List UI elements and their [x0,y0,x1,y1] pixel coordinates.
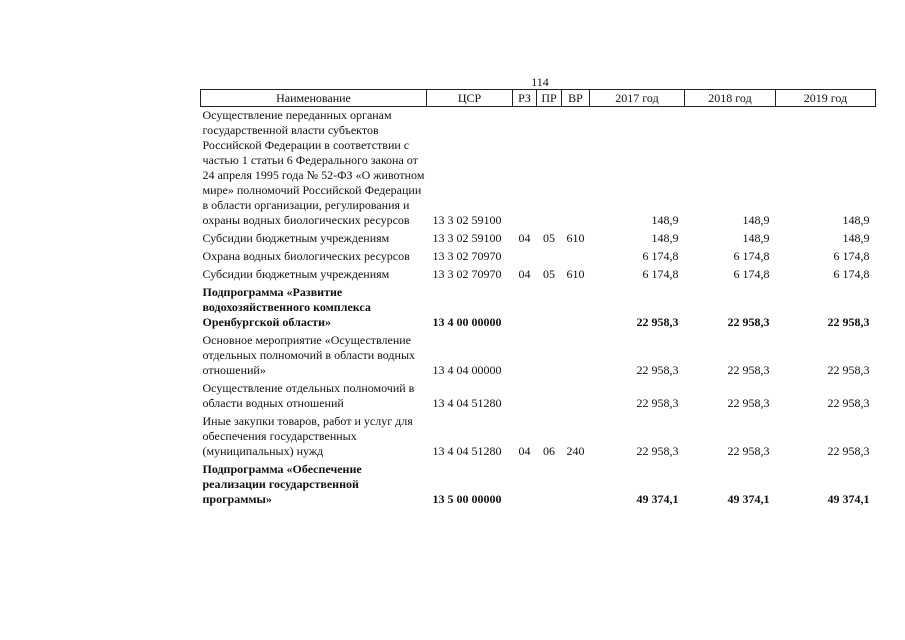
cell-2018: 22 958,3 [727,315,770,329]
cell-rz [513,284,537,332]
header-pr: ПР [537,90,562,107]
table-row [201,380,876,413]
cell-pr [537,332,562,380]
cell-csr: 13 3 02 59100 [432,213,502,227]
cell-2019: 6 174,8 [833,249,870,263]
cell-2017: 6 174,8 [642,267,679,281]
cell-name: Иные закупки товаров, работ и услуг для обеспечения государственных (муниципальных) нужд [202,414,413,458]
cell-vr [562,380,590,413]
cell-2018: 22 958,3 [727,396,770,410]
cell-name: Основное мероприятие «Осуществление отдельных полномочий в области водных отношений» [202,333,416,377]
table-row [201,230,876,248]
cell-2018: 148,9 [742,213,770,227]
cell-rz [513,248,537,266]
cell-vr [562,332,590,380]
cell-vr [562,461,590,509]
cell-vr [562,107,590,231]
cell-pr [537,380,562,413]
cell-2019: 22 958,3 [827,315,870,329]
cell-2018: 22 958,3 [727,363,770,377]
cell-2019: 148,9 [842,213,870,227]
cell-2017: 49 374,1 [636,492,679,506]
cell-vr: 610 [566,267,585,281]
cell-rz: 04 [518,231,531,245]
cell-vr [562,248,590,266]
cell-csr: 13 5 00 00000 [432,492,502,506]
cell-vr [562,284,590,332]
cell-2017: 22 958,3 [636,315,679,329]
cell-csr: 13 4 04 51280 [432,444,502,458]
table-row [201,266,876,284]
cell-rz: 04 [518,444,531,458]
header-2017: 2017 год [590,90,685,107]
cell-name: Охрана водных биологических ресурсов [202,249,410,263]
cell-rz [513,107,537,231]
cell-rz [513,380,537,413]
cell-2019: 6 174,8 [833,267,870,281]
cell-pr: 06 [543,444,555,458]
cell-pr [537,461,562,509]
header-name: Наименование [201,90,427,107]
cell-csr: 13 3 02 70970 [432,267,502,281]
table-row [201,248,876,266]
cell-pr: 05 [543,267,555,281]
cell-2019: 22 958,3 [827,396,870,410]
table-row [201,461,876,509]
cell-csr: 13 4 04 51280 [432,396,502,410]
cell-2018: 6 174,8 [733,249,770,263]
table-row [201,413,876,461]
cell-pr [537,107,562,231]
cell-2019: 22 958,3 [827,444,870,458]
cell-csr: 13 4 04 00000 [432,363,502,377]
cell-2018: 148,9 [742,231,770,245]
cell-name: Осуществление отдельных полномочий в области водных отношений [202,381,415,410]
cell-2017: 148,9 [651,231,679,245]
page-number: 114 [531,75,549,89]
cell-pr [537,248,562,266]
cell-csr: 13 3 02 70970 [432,249,502,263]
table-body [201,107,876,510]
cell-2018: 49 374,1 [727,492,770,506]
cell-2019: 148,9 [842,231,870,245]
cell-pr [537,284,562,332]
cell-name: Подпрограмма «Обеспечение реализации государственной программы» [202,462,362,506]
cell-2017: 22 958,3 [636,396,679,410]
cell-rz: 04 [518,267,531,281]
cell-2018: 6 174,8 [733,267,770,281]
header-2019: 2019 год [776,90,876,107]
cell-vr: 240 [566,444,585,458]
cell-2019: 49 374,1 [827,492,870,506]
cell-name: Осуществление переданных органам государственной власти субъектов Российской Федерации в соответствии с частью 1 статьи 6 Федерального закона от 24 апреля 1995 года № 52-ФЗ «О животном мире» полномочий Российской Федерации в области организации, регулирования и охраны водных биологических ресурсов [202,108,425,227]
cell-2017: 22 958,3 [636,363,679,377]
cell-csr: 13 4 00 00000 [432,315,502,329]
cell-2017: 148,9 [651,213,679,227]
cell-2019: 22 958,3 [827,363,870,377]
cell-name: Субсидии бюджетным учреждениям [202,231,390,245]
cell-2018: 22 958,3 [727,444,770,458]
cell-rz [513,332,537,380]
cell-name: Подпрограмма «Развитие водохозяйственного комплекса Оренбургской области» [202,285,371,329]
header-2018: 2018 год [685,90,776,107]
table-row [201,332,876,380]
header-rz: РЗ [513,90,537,107]
table-header-row [201,90,876,107]
header-vr: ВР [562,90,590,107]
cell-rz [513,461,537,509]
cell-pr: 05 [543,231,555,245]
table-row [201,284,876,332]
cell-2017: 6 174,8 [642,249,679,263]
cell-2017: 22 958,3 [636,444,679,458]
budget-table [200,89,876,509]
cell-vr: 610 [566,231,585,245]
cell-csr: 13 3 02 59100 [432,231,502,245]
cell-name: Субсидии бюджетным учреждениям [202,267,390,281]
table-row [201,107,876,231]
header-csr: ЦСР [427,90,513,107]
